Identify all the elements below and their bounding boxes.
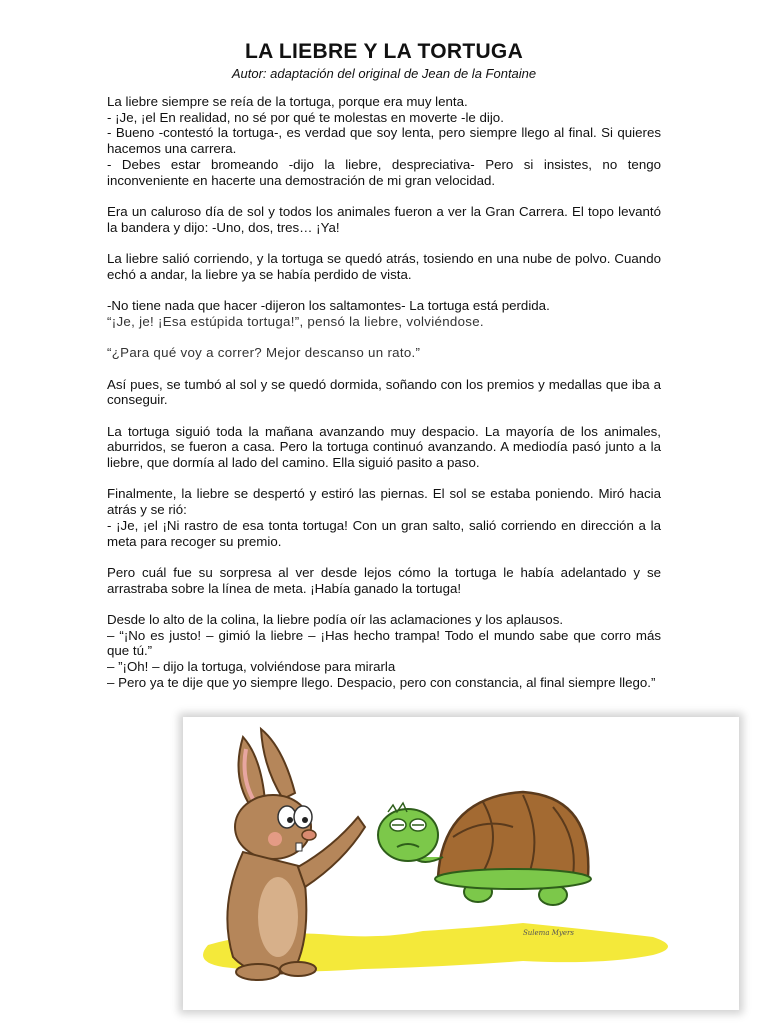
text-line: - Debes estar bromeando -dijo la liebre, despreciativa- Pero si insistes, no tengo inconveniente en hacerte una demostración de mi gran velocidad. [107,156,661,188]
illustration-svg [183,717,739,1010]
paragraph-3 [107,251,661,282]
artist-signature: Sulema Myers [523,929,574,937]
paragraph-5 [107,345,661,361]
text-line: “¡Je, je! ¡Esa estúpida tortuga!”, pensó la liebre, volviéndose. [107,313,484,329]
story-title: LA LIEBRE Y LA TORTUGA [244,40,524,63]
text-line: - ¡Je, ¡el ¡Ni rastro de esa tonta tortuga! Con un gran salto, salió corriendo en dirección a la meta para recoger su premio. [107,517,661,549]
hare-and-tortoise-illustration [183,717,739,1010]
text-line: Pero cuál fue su sorpresa al ver desde lejos cómo la tortuga le había adelantado y se arrastraba sobre la línea de meta. ¡Había ganado la tortuga! [107,564,661,596]
text-line: La liebre salió corriendo, y la tortuga se quedó atrás, tosiendo en una nube de polvo. Cuando echó a andar, la liebre ya se había perdido de vista. [107,251,661,282]
story-body [107,94,661,691]
paragraph-9 [107,565,661,596]
text-line: La tortuga siguió toda la mañana avanzando muy despacio. La mayoría de los animales, aburridos, se fueron a casa. Pero la tortuga continuó avanzando. A mediodía pasó junto a la liebre, que dormía al lado del camino. Ella siguió pasito a paso. [107,423,661,471]
text-line: - Bueno -contestó la tortuga-, es verdad que soy lenta, pero siempre llego al final. Si quieres hacemos una carrera. [107,125,661,157]
paragraph-1 [107,94,661,188]
text-line: La liebre siempre se reía de la tortuga, porque era muy lenta. [107,94,468,109]
paragraph-8 [107,486,661,549]
text-line: Era un caluroso día de sol y todos los animales fueron a ver la Gran Carrera. El topo levantó la bandera y dijo: -Uno, dos, tres… ¡Ya! [107,203,661,235]
paragraph-2 [107,204,661,235]
text-line: – “¡No es justo! – gimió la liebre – ¡Has hecho trampa! Todo el mundo sabe que corro más que tú.” [107,627,661,659]
paragraph-6 [107,377,661,408]
paragraph-4 [107,298,661,329]
text-line: Así pues, se tumbó al sol y se quedó dormida, soñando con los premios y medallas que iba a conseguir. [107,376,661,408]
paragraph-10 [107,612,661,691]
tortoise-figure [378,792,591,905]
text-line: -No tiene nada que hacer -dijeron los saltamontes- La tortuga está perdida. [107,298,550,314]
text-line: - ¡Je, ¡el En realidad, no sé por qué te molestas en moverte -le dijo. [107,109,504,125]
text-line: – Pero ya te dije que yo siempre llego. Despacio, pero con constancia, al final siempre llego.” [107,674,656,690]
paragraph-7 [107,424,661,471]
text-line: Desde lo alto de la colina, la liebre podía oír las aclamaciones y los aplausos. [107,612,564,628]
text-line: “¿Para qué voy a correr? Mejor descanso un rato.” [107,345,421,361]
text-line: – ”¡Oh! – dijo la tortuga, volviéndose para mirarla [107,659,396,675]
author-subtitle: Autor: adaptación del original de Jean de la Fontaine [231,66,537,81]
text-line: Finalmente, la liebre se despertó y estiró las piernas. El sol se estaba poniendo. Miró hacia atrás y se rió: [107,486,661,518]
